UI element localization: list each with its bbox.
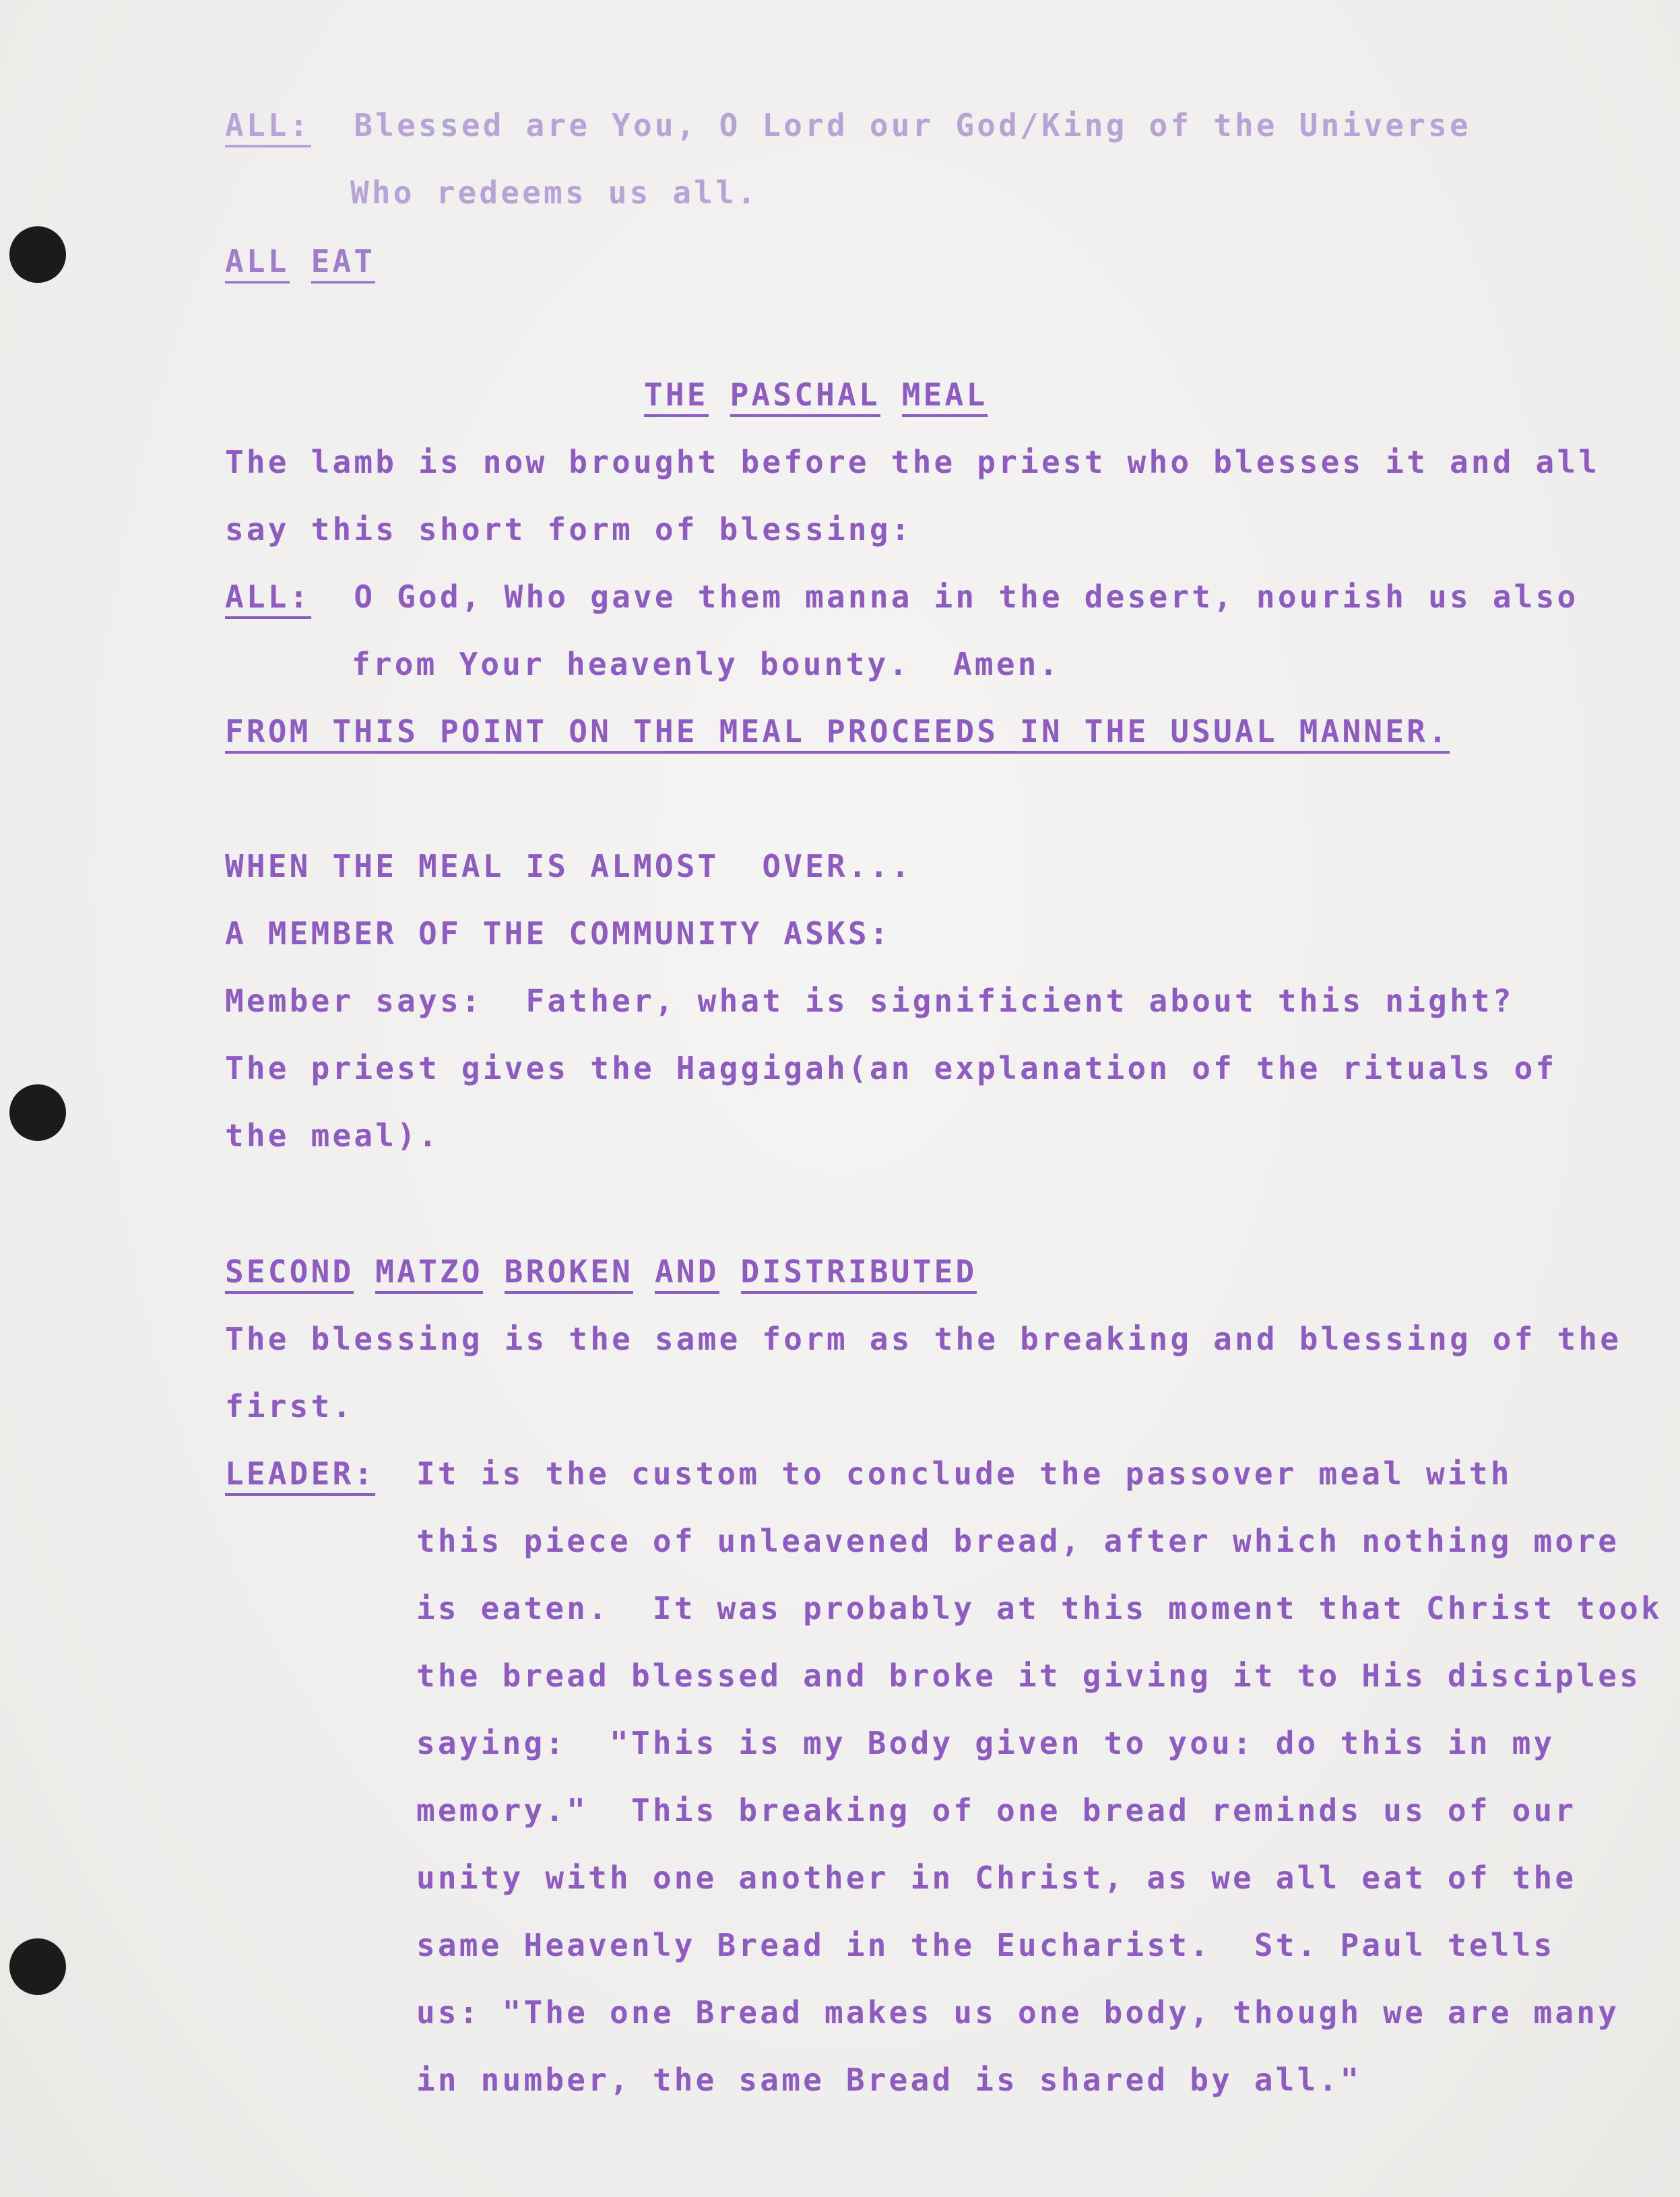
priest-haggigah-line-1: The priest gives the Haggigah(an explanation of the rituals of <box>225 1050 1557 1086</box>
blessing-line: Blessed are You, O Lord our God/King of the Universe <box>354 107 1471 143</box>
leader-text-line: It is the custom to conclude the passover meal with <box>416 1455 1512 1492</box>
when-meal-almost-over: WHEN THE MEAL IS ALMOST OVER... <box>225 848 913 884</box>
all-response-1 <box>225 105 1471 145</box>
all-response-2-line-2: from Your heavenly bounty. Amen. <box>352 646 1061 682</box>
leader-text-line: in number, the same Bread is shared by all." <box>416 2062 1362 2098</box>
blessing-line-2: Who redeems us all. <box>350 174 758 211</box>
leader-text-line: memory." This breaking of one bread reminds us of our <box>416 1792 1577 1829</box>
all-eat: ALL EAT <box>225 241 375 282</box>
binder-hole-top <box>9 226 66 283</box>
leader-text-line: is eaten. It was probably at this moment that Christ took <box>416 1590 1662 1627</box>
leader-text-line: same Heavenly Bread in the Eucharist. St. Paul tells <box>416 1927 1555 1963</box>
lamb-paragraph-line-2: say this short form of blessing: <box>225 511 913 548</box>
leader-text-line: saying: "This is my Body given to you: do this in my <box>416 1725 1555 1761</box>
all-label: ALL: <box>225 579 311 619</box>
binder-hole-middle <box>9 1084 66 1141</box>
all-label: ALL: <box>225 107 311 147</box>
blessing-form-line-1: The blessing is the same form as the breaking and blessing of the <box>225 1321 1622 1357</box>
member-asks: A MEMBER OF THE COMMUNITY ASKS: <box>225 915 891 952</box>
member-says: Member says: Father, what is significient about this night? <box>225 983 1514 1019</box>
meal-proceeds-note: FROM THIS POINT ON THE MEAL PROCEEDS IN THE USUAL MANNER. <box>225 711 1450 752</box>
section-heading-second-matzo: SECOND MATZO BROKEN AND DISTRIBUTED <box>225 1251 977 1292</box>
leader-label: LEADER: <box>225 1453 375 1494</box>
blessing-form-line-2: first. <box>225 1388 354 1424</box>
leader-text-line: this piece of unleavened bread, after which nothing more <box>416 1523 1620 1559</box>
leader-text-line: the bread blessed and broke it giving it to His disciples <box>416 1658 1641 1694</box>
binder-hole-bottom <box>9 1938 66 1995</box>
leader-text-line: us: "The one Bread makes us one body, though we are many <box>416 1994 1620 2031</box>
leader-text-line: unity with one another in Christ, as we all eat of the <box>416 1860 1577 1896</box>
lamb-paragraph-line-1: The lamb is now brought before the priest who blesses it and all <box>225 444 1601 480</box>
priest-haggigah-line-2: the meal). <box>225 1117 440 1154</box>
section-heading-paschal-meal: THE PASCHAL MEAL <box>644 374 988 415</box>
all-response-2: ALL: O God, Who gave them manna in the desert, nourish us also <box>225 577 1578 617</box>
